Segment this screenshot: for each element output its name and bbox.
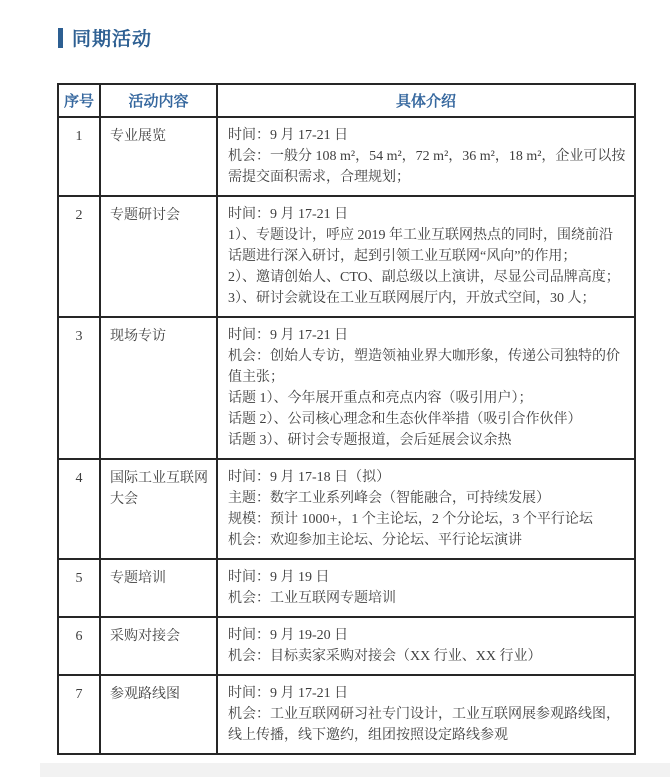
row-number: 2 (58, 196, 100, 317)
row-number: 1 (58, 117, 100, 196)
detail-line: 时间：9 月 17-21 日 (228, 128, 349, 143)
activity-details (217, 196, 635, 317)
activity-name: 国际工业互联网大会 (100, 459, 217, 559)
detail-line: 1）、专题设计，呼应 2019 年工业互联网热点的同时，围绕前沿话题进行深入研讨，起到引领工业互联网“风向”的作用； (228, 228, 613, 264)
detail-line: 机会：欢迎参加主论坛、分论坛、平行论坛演讲 (228, 533, 522, 548)
detail-line: 时间：9 月 19 日 (228, 570, 330, 585)
detail-line: 时间：9 月 19-20 日 (228, 628, 349, 643)
bottom-page-edge (40, 763, 670, 777)
detail-line: 话题 1）、今年展开重点和亮点内容（吸引用户）； (228, 391, 533, 406)
table-row (58, 617, 635, 675)
title-accent-bar (58, 28, 63, 48)
detail-line: 主题：数字工业系列峰会（智能融合，可持续发展） (228, 491, 550, 506)
row-number: 3 (58, 317, 100, 459)
col-header-details: 具体介绍 (217, 84, 635, 117)
detail-line: 2）、邀请创始人、CTO、副总级以上演讲，尽显公司品牌高度； (228, 270, 620, 285)
activity-details (217, 559, 635, 617)
detail-line: 机会：一般分 108 m²，54 m²，72 m²，36 m²，18 m²，企业可以按需提交面积需求，合理规划； (228, 149, 626, 185)
table-row (58, 117, 635, 196)
detail-line: 时间：9 月 17-21 日 (228, 328, 349, 343)
activities-table (57, 83, 636, 755)
table-header-row (58, 84, 635, 117)
detail-line: 时间：9 月 17-18 日（拟） (228, 470, 391, 485)
row-number: 4 (58, 459, 100, 559)
detail-line: 机会：工业互联网专题培训 (228, 591, 396, 606)
activity-name: 现场专访 (100, 317, 217, 459)
table-row (58, 196, 635, 317)
activity-name: 采购对接会 (100, 617, 217, 675)
table-row (58, 459, 635, 559)
detail-line: 机会：工业互联网研习社专门设计，工业互联网展参观路线图，线上传播，线下邀约，组团按照设定路线参观 (228, 707, 620, 743)
activity-details (217, 117, 635, 196)
detail-line: 机会：目标卖家采购对接会（XX 行业、XX 行业） (228, 649, 542, 664)
detail-line: 时间：9 月 17-21 日 (228, 686, 349, 701)
row-number: 7 (58, 675, 100, 754)
detail-line: 规模：预计 1000+，1 个主论坛，2 个分论坛，3 个平行论坛 (228, 512, 593, 527)
section-title-text: 同期活动 (72, 29, 153, 50)
activity-name: 专业展览 (100, 117, 217, 196)
detail-line: 机会：创始人专访，塑造领袖业界大咖形象，传递公司独特的价值主张； (228, 349, 620, 385)
activity-name: 专题培训 (100, 559, 217, 617)
activity-details (217, 617, 635, 675)
table-row (58, 559, 635, 617)
detail-line: 3）、研讨会就设在工业互联网展厅内，开放式空间，30 人； (228, 291, 596, 306)
section-title (58, 24, 152, 51)
activity-details (217, 317, 635, 459)
col-header-activity: 活动内容 (100, 84, 217, 117)
detail-line: 时间：9 月 17-21 日 (228, 207, 349, 222)
row-number: 5 (58, 559, 100, 617)
activity-details (217, 459, 635, 559)
col-header-number: 序号 (58, 84, 100, 117)
row-number: 6 (58, 617, 100, 675)
activity-details (217, 675, 635, 754)
detail-line: 话题 3）、研讨会专题报道，会后延展会议余热 (228, 433, 512, 448)
activity-name: 专题研讨会 (100, 196, 217, 317)
table-row (58, 675, 635, 754)
activity-name: 参观路线图 (100, 675, 217, 754)
detail-line: 话题 2）、公司核心理念和生态伙伴举措（吸引合作伙伴） (228, 412, 582, 427)
table-row (58, 317, 635, 459)
